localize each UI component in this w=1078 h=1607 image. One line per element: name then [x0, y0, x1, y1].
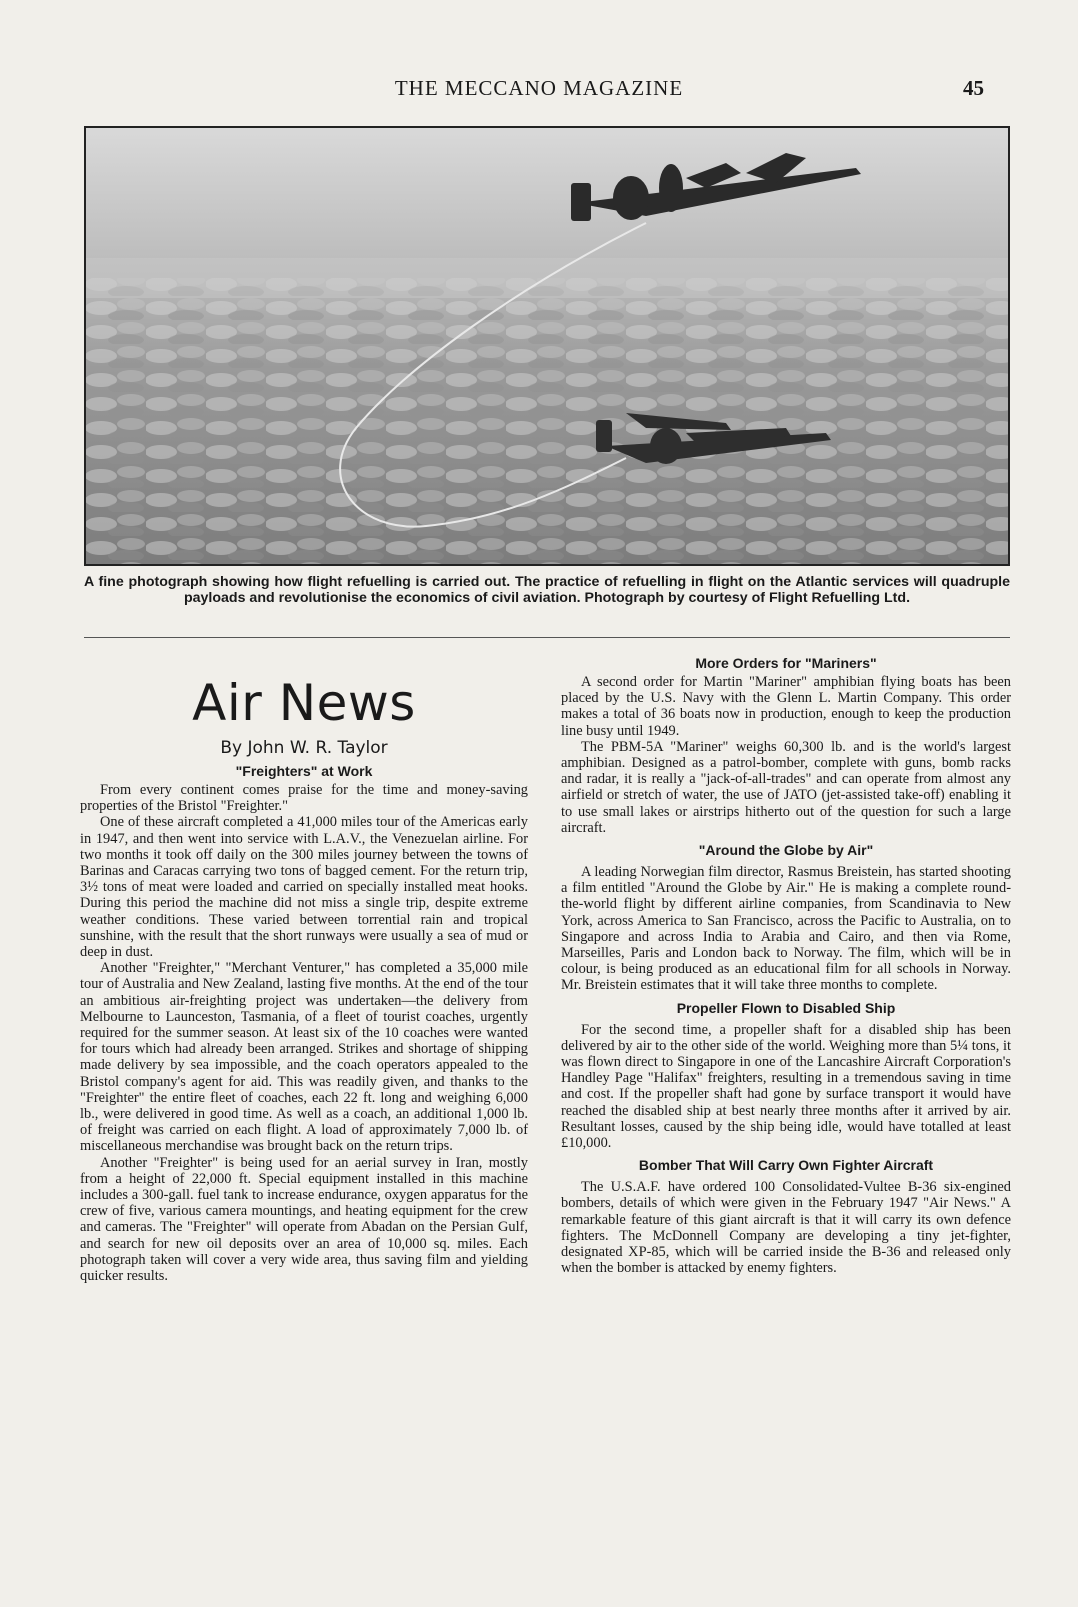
- right-column: [561, 652, 1011, 1277]
- section-heading: "Around the Globe by Air": [698, 842, 874, 859]
- paragraph: A second order for Martin "Mariner" amphibian flying boats has been placed by the U.S. Navy with the Glenn L. Martin Company. This order makes a total of 36 boats now in production, enough to keep the production line busy until 1949.: [561, 674, 1011, 739]
- paragraph: From every continent comes praise for the time and money-saving properties of the Bristol "Freighter.": [80, 782, 528, 815]
- divider-rule: [84, 637, 1010, 638]
- paragraph: For the second time, a propeller shaft for a disabled ship has been delivered by air to the other side of the world. Weighing more than 5¼ tons, it was flown direct to Singapore in one of the Lancashire Aircraft Corporation's Handley Page "Halifax" freighters, resulting in a tremendous saving in time and cost. If the propeller shaft had gone by surface transport it would have reached the disabled ship at best nearly three months after it arrived by air. Resultant losses, caused by the ship being idle, would have totalled at least £10,000.: [561, 1021, 1011, 1152]
- paragraph: A leading Norwegian film director, Rasmus Breistein, has started shooting a film entitled "Around the Globe by Air." He is making a complete round-the-world flight by different airline companies, from Scandinavia to New York, across America to San Francisco, across the Pacific to Australia, on to Singapore and across India to Arabia and Cairo, and then via Rome, Marseilles, Paris and London back to Norway. The film, which will be in colour, is being produced as an educational film for all schools in Norway. Mr. Breistein estimates that it will take three months to complete.: [561, 864, 1011, 994]
- left-column: [80, 660, 528, 1284]
- refuelling-photograph: [84, 126, 1010, 566]
- page-number: 45: [963, 76, 984, 100]
- section-heading: Propeller Flown to Disabled Ship: [676, 999, 896, 1016]
- paragraph: Another "Freighter," "Merchant Venturer," has completed a 35,000 mile tour of Australia and New Zealand, lasting five months. At the end of the tour an ambitious air-freighting project was undertaken—the delivery from Melbourne to Launceston, Tasmania, of a fleet of tourist coaches, urgently required for the summer season. At least six of the 10 coaches were wanted for tours which had already been arranged. Strikes and shortage of shipping made delivery by sea impossible, and the coach operators appealed to the Bristol company's agent for aid. This was readily given, and thanks to the "Freighter" the entire fleet of coaches, each 22 ft. long and weighing 6,000 lb., were delivered in good time. As well as a coach, an additional 1,000 lb. of freight was carried on each flight. A load of approximately 7,000 lb. of miscellaneous merchandise was brought back on the return trips.: [80, 960, 528, 1155]
- article-title: Air News: [192, 674, 416, 732]
- photo-caption: A fine photograph showing how flight refuelling is carried out. The practice of refuelling in flight on the Atlantic services will quadruple payloads and revolutionise the economics of civil aviation. Photograph by courtesy of Flight Refuelling Ltd.: [84, 574, 1010, 606]
- paragraph: One of these aircraft completed a 41,000 miles tour of the Americas early in 1947, and then went into service with L.A.V., the Venezuelan airline. For two months it took off daily on the 300 miles journey between the towns of Barinas and Caracas carrying two tons of bagged cement. For the return trip, 3½ tons of meat were loaded and carried on specially installed meat hooks. During this period the machine did not miss a single trip, despite extreme weather conditions. These varied between torrential rain and tropical sunshine, with the result that the short runways were usually a sea of mud or deep in dust.: [80, 814, 528, 961]
- section-heading: "Freighters" at Work: [235, 763, 373, 779]
- running-head: [0, 76, 1078, 106]
- refuelling-photo-illustration: [86, 128, 1008, 564]
- article-byline: By John W. R. Taylor: [220, 738, 388, 758]
- magazine-title: THE MECCANO MAGAZINE: [394, 76, 684, 100]
- paragraph: The U.S.A.F. have ordered 100 Consolidated-Vultee B-36 six-engined bombers, details of which were given in the February 1947 "Air News." A remarkable feature of this giant aircraft is that it will carry its own defence fighters. The McDonnell Company are developing a tiny jet-fighter, designated XP-85, which will be carried inside the B-36 and released only when the bomber is attacked by enemy fighters.: [561, 1179, 1011, 1277]
- paragraph: Another "Freighter" is being used for an aerial survey in Iran, mostly from a height of 22,000 ft. Special equipment installed in this machine includes a 300-gall. fuel tank to increase endurance, oxygen apparatus for the crew of five, various camera mountings, and heating equipment for the crew and cameras. The "Freighter" will operate from Abadan on the Persian Gulf, and search for new oil deposits over an area of 10,000 sq. miles. Each photograph taken will cover a very wide area, thus saving film and yielding quicker results.: [80, 1154, 528, 1285]
- section-heading: Bomber That Will Carry Own Fighter Aircraft: [638, 1157, 934, 1174]
- section-heading: More Orders for "Mariners": [695, 655, 877, 671]
- paragraph: The PBM-5A "Mariner" weighs 60,300 lb. and is the world's largest amphibian. Designed as a patrol-bomber, complete with guns, bomb racks and radar, it is really a "jack-of-all-trades" and can operate from almost any airfield or stretch of water, the use of JATO (jet-assisted take-off) enabling it to use small lakes or airstrips hitherto out of the question for such a large aircraft.: [561, 738, 1011, 836]
